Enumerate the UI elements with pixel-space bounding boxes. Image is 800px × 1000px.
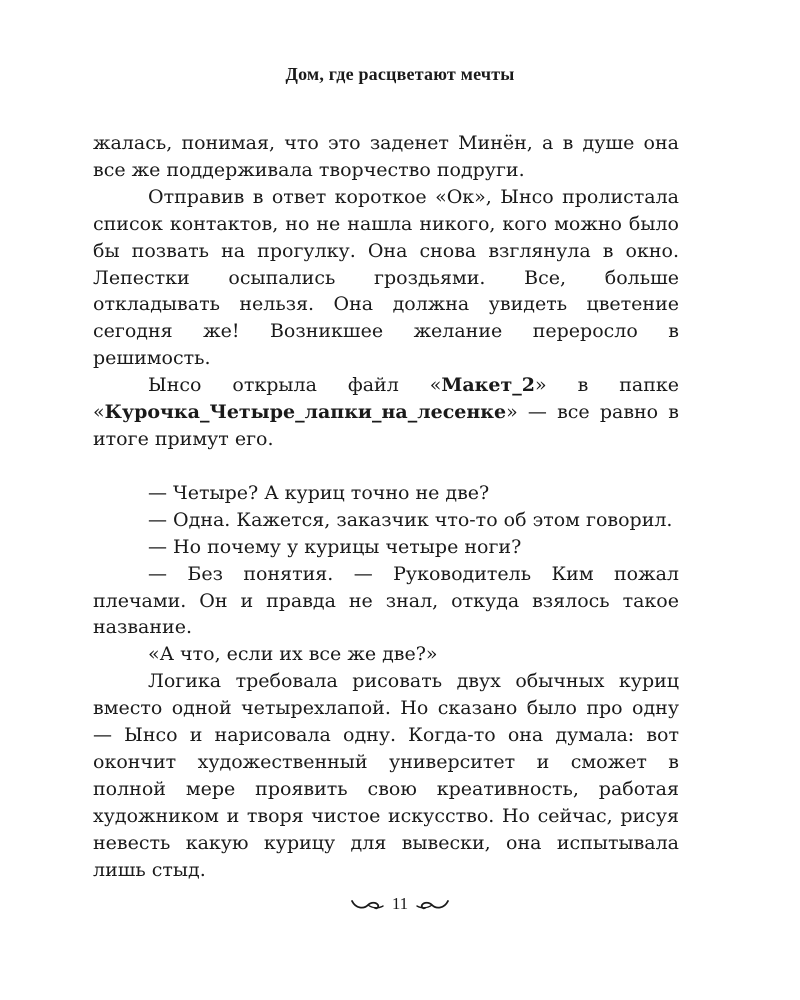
- folder-name: Курочка_Четыре_лапки_на_лесенке: [104, 401, 507, 424]
- swash-ornament-icon: [416, 897, 450, 911]
- file-name: Макет_2: [441, 374, 535, 397]
- dialogue-line: — Без понятия. — Руководитель Ким пожал плечами. Он и правда не знал, откуда взялось такое название.: [93, 562, 679, 639]
- dialogue-line: — Но почему у курицы четыре ноги?: [148, 535, 522, 558]
- paragraph: жалась, понимая, что это заденет Минён, а в душе она все же поддерживала творчество подруги.: [93, 132, 679, 181]
- body-text: [93, 130, 679, 883]
- text-run: — все равно в итоге примут его.: [93, 401, 679, 450]
- paragraph: Логика требовала рисовать двух обычных куриц вместо одной четырехлапой. Но сказано было про одну — Ынсо и нарисовала одну. Когда-то она думала: вот окончит художественный университет и сможет в полной мере проявить свою креативность, работая художником и творя чистое искусство. Но сейчас, рисуя невесть какую курицу для вывески, она испытывала лишь стыд.: [93, 670, 679, 881]
- quote-close: »: [506, 401, 518, 424]
- page-number: 11: [391, 893, 409, 913]
- dialogue-line: — Четыре? А куриц точно не две?: [148, 481, 490, 504]
- quote-close: »: [535, 374, 547, 397]
- paragraph: Отправив в ответ короткое «Ок», Ынсо пролистала список контактов, но не нашла никого, кого можно было бы позвать на прогулку. Она снова взглянула в окно. Лепестки осыпались гроздьями. Все, больше откладывать нельзя. Она должна увидеть цветение сегодня же! Возникшее желание переросло в решимость.: [93, 185, 679, 370]
- paragraph-file: [93, 372, 679, 453]
- text-run: Ынсо открыла файл: [148, 374, 430, 397]
- quote-open: «: [93, 401, 105, 424]
- text-run: в папке: [546, 374, 679, 397]
- swash-ornament-icon: [350, 897, 384, 911]
- thought-line: «А что, если их все же две?»: [148, 643, 438, 666]
- running-head: Дом, где расцветают мечты: [285, 64, 515, 84]
- page-footer: [0, 893, 800, 914]
- dialogue-line: — Одна. Кажется, заказчик что-то об этом говорил.: [148, 508, 673, 531]
- quote-open: «: [429, 374, 442, 397]
